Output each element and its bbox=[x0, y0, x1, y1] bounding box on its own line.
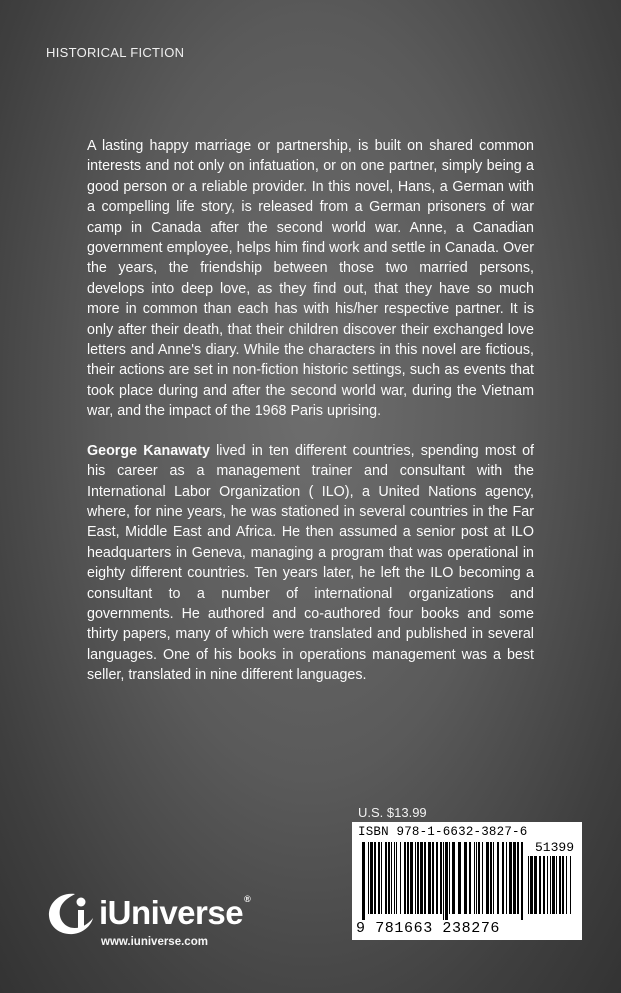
price-label: U.S. $13.99 bbox=[358, 805, 427, 820]
ean-barcode bbox=[362, 842, 524, 920]
addon-barcode bbox=[528, 856, 574, 920]
publisher-website: www.iuniverse.com bbox=[101, 936, 208, 948]
back-cover-text bbox=[87, 136, 534, 705]
isbn-text: ISBN 978-1-6632-3827-6 bbox=[358, 825, 528, 839]
price-code-text: 51399 bbox=[534, 840, 574, 855]
registered-mark: ® bbox=[244, 894, 251, 904]
author-name: George Kanawaty bbox=[87, 442, 210, 459]
iuniverse-swirl-icon bbox=[45, 888, 97, 938]
publisher-logo-text: iUniverse® bbox=[99, 894, 251, 931]
author-bio-paragraph bbox=[87, 441, 534, 686]
author-bio: lived in ten different countries, spending most of his career as a management trainer and consultant with the International Labor Organization ( ILO), a United Nations agency, where, for nine years, he was stationed in several countries in the Far East, Middle East and Africa. He then assumed a senior post at ILO headquarters in Geneva, managing a program that was operational in eighty different countries. Ten years later, he left the ILO becoming a consultant to a number of international organizations and governments. He authored and co-authored four books and some thirty papers, many of which were translated and published in several languages. One of his books in operations management was a best seller, translated in nine different languages. bbox=[87, 442, 534, 684]
synopsis-paragraph: A lasting happy marriage or partnership, is built on shared common interests and not only on infatuation, or on one partner, simply being a good person or a reliable provider. In this novel, Hans, a German with a compelling life story, is released from a German prisoners of war camp in Canada after the second world war. Anne, a Canadian government employee, helps him find work and settle in Canada. Over the years, the friendship between those two married persons, develops into deep love, as they find out, that they have so much more in common than each has with his/her respective partner. It is only after their death, that their children discover their exchanged love letters and Anne's diary. While the characters in this novel are fictious, their actions are set in non-fiction historic settings, such as events that took place during and after the second world war, during the Vietnam war, and the impact of the 1968 Paris uprising. bbox=[87, 138, 534, 420]
ean-digits: 9 781663 238276 bbox=[356, 920, 501, 937]
barcode-block bbox=[352, 822, 582, 940]
publisher-logo bbox=[45, 888, 250, 938]
genre-label: HISTORICAL FICTION bbox=[46, 45, 185, 60]
